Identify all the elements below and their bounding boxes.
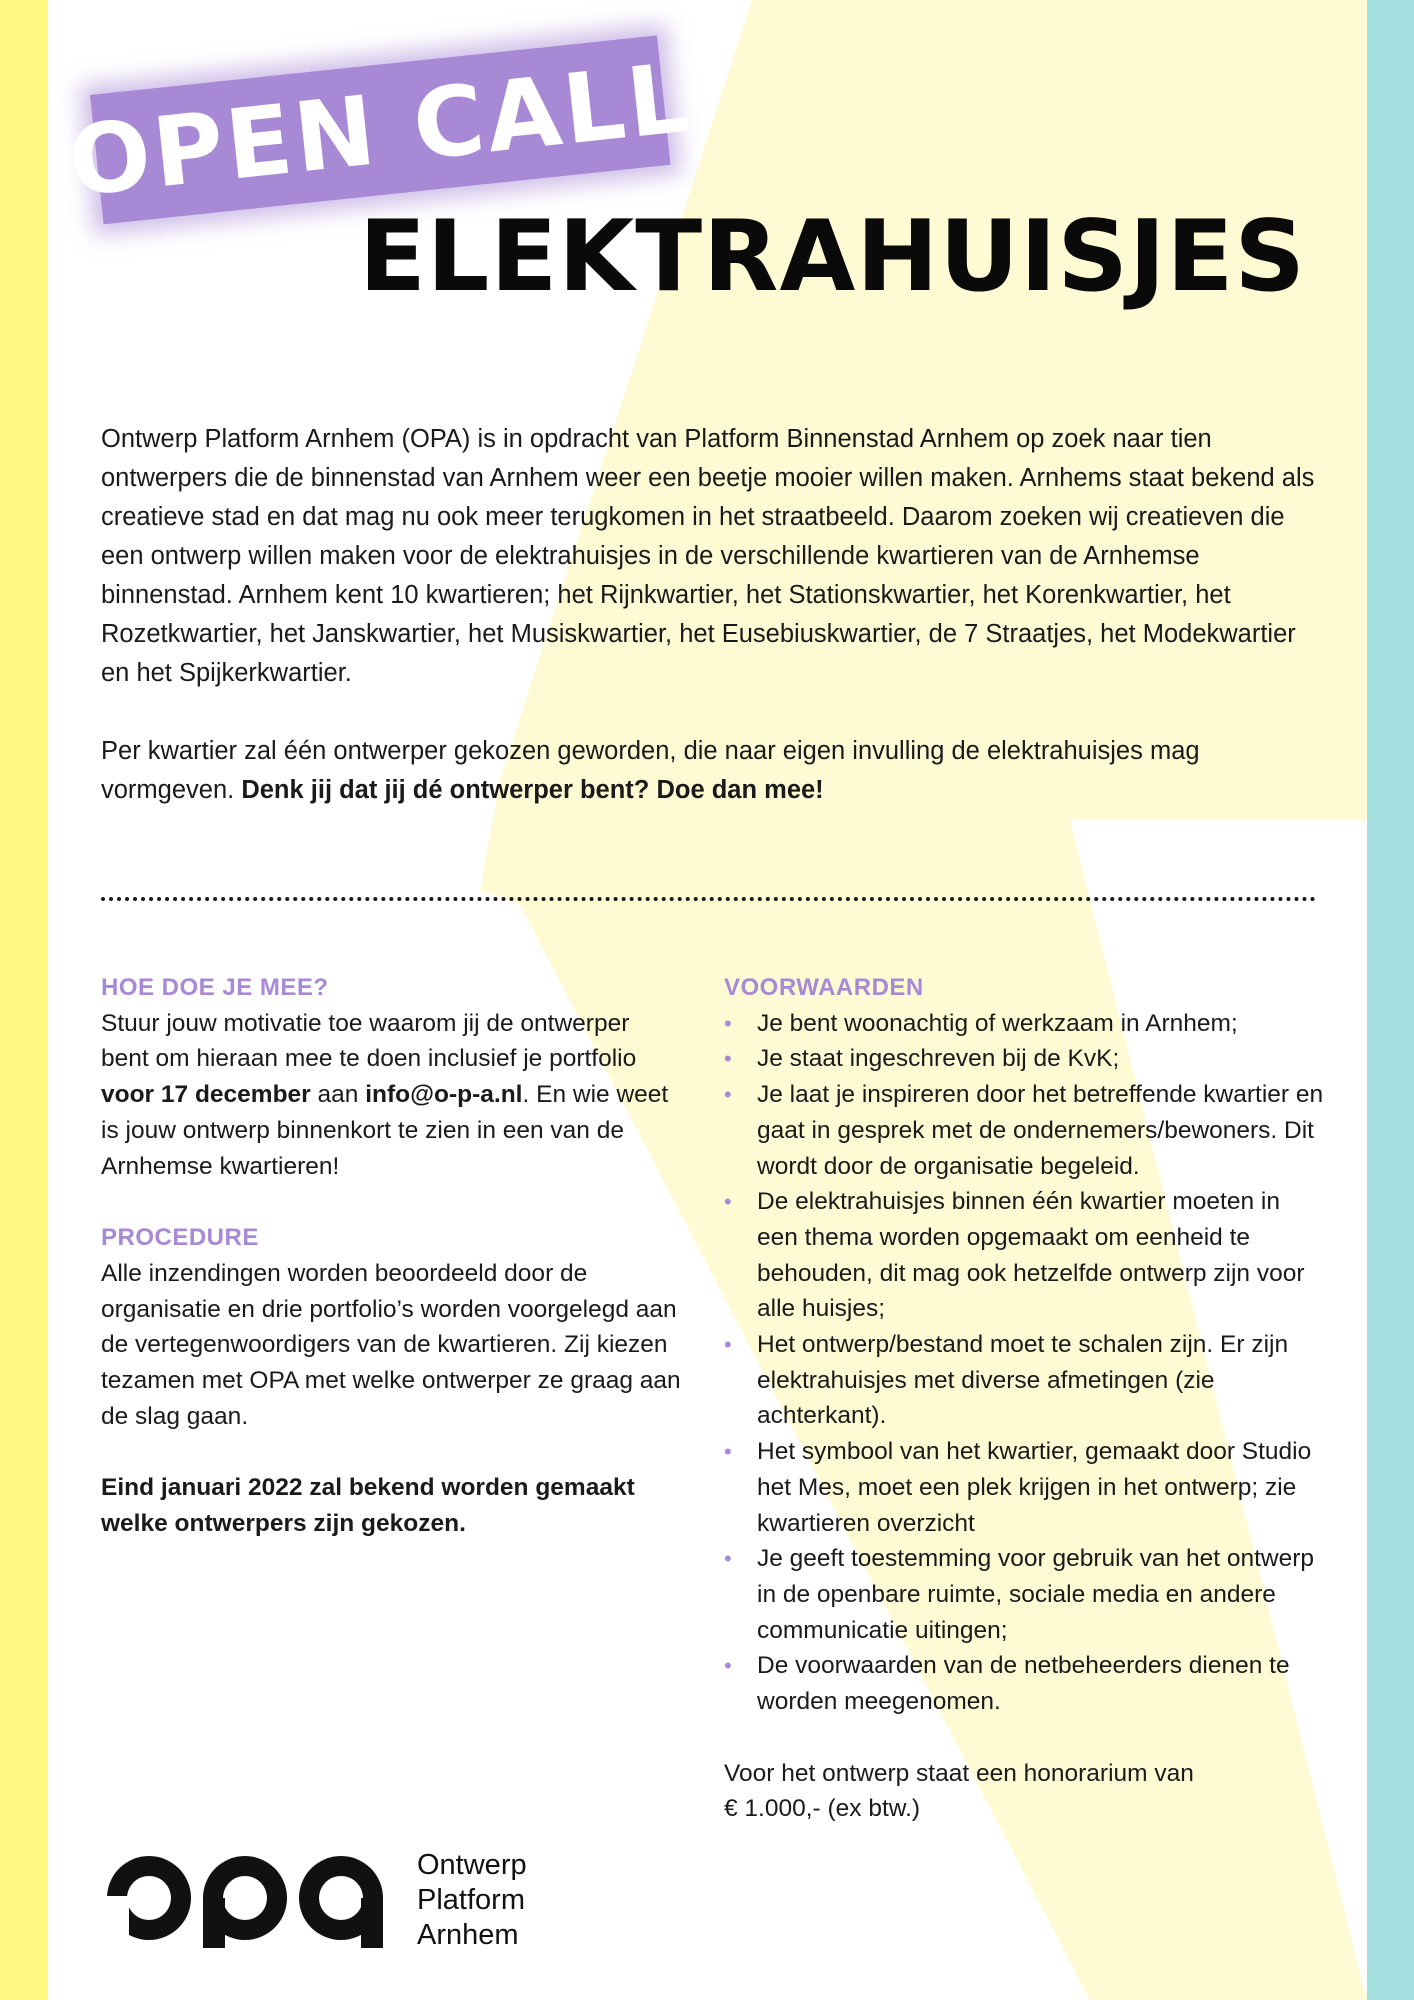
fee-line-1: Voor het ontwerp staat een honorarium van: [724, 1759, 1194, 1787]
procedure-heading: PROCEDURE: [101, 1224, 259, 1252]
procedure-text: Alle inzendingen worden beoordeeld door de organisatie en drie portfolio’s worden voorgelegd aan de vertegenwoordigers van de kwartieren. Zij kiezen tezamen met OPA met welke ontwerper ze graag aan de slag gaan.: [101, 1259, 681, 1430]
announcement-text: [101, 1470, 681, 1541]
logo-line-3: Arnhem: [417, 1919, 519, 1951]
how-text-2: aan: [317, 1081, 359, 1109]
list-item: • Je geeft toestemming voor gebruik van het ontwerp in de openbare ruimte, sociale media en andere communicatie uitingen;: [724, 1541, 1324, 1648]
how-heading: HOE DOE JE MEE?: [101, 974, 329, 1001]
intro-section: [101, 420, 1331, 849]
intro-paragraph-2: Per kwartier zal één ontwerper gekozen geworden, die naar eigen invulling de elektrahuisjes mag vormgeven.: [101, 737, 1200, 804]
logo-line-1: Ontwerp: [417, 1849, 527, 1881]
list-item: • De voorwaarden van de netbeheerders dienen te worden meegenomen.: [724, 1648, 1324, 1719]
logo-line-2: Platform: [417, 1884, 525, 1916]
right-column: [724, 970, 1324, 1827]
intro-paragraph: Ontwerp Platform Arnhem (OPA) is in opdracht van Platform Binnenstad Arnhem op zoek naar tien ontwerpers die de binnenstad van Arnhem weer een beetje mooier willen maken. Arnhems staat bekend als creatieve stad en dat mag nu ook meer terugkomen in het straatbeeld. Daarom zoeken wij creatieven die een ontwerp willen maken voor de elektrahuisjes in de verschillende kwartieren van de Arnhemse binnenstad. Arnhem kent 10 kwartieren; het Rijnkwartier, het Stationskwartier, het Korenkwartier, het Rozetkwartier, het Janskwartier, het Musiskwartier, het Eusebiuskwartier, de 7 Straatjes, het Modekwartier en het Spijkerkwartier.: [101, 425, 1315, 687]
page-title: ELEKTRAHUISJES: [358, 200, 1306, 314]
list-item: • Je laat je inspireren door het betreffende kwartier en gaat in gesprek met de ondernemers/bewoners. Dit wordt door de organisatie begeleid.: [724, 1077, 1324, 1184]
list-item: • De elektrahuisjes binnen één kwartier moeten in een thema worden opgemaakt om eenheid te behouden, dit mag ook hetzelfde ontwerp zijn voor alle huisjes;: [724, 1184, 1324, 1327]
how-text: [101, 1006, 681, 1185]
intro-call-to-action: [101, 732, 1331, 810]
how-text-1: Stuur jouw motivatie toe waarom jij de ontwerper bent om hieraan mee te doen inclusief je portfolio: [101, 1009, 637, 1073]
list-item: • Je bent woonachtig of werkzaam in Arnhem;: [724, 1006, 1324, 1042]
fee-line-2: € 1.000,- (ex btw.): [724, 1795, 921, 1823]
email-address: info@o-p-a.nl: [365, 1081, 523, 1109]
logo-wordmark: [417, 1848, 527, 1953]
conditions-list: [724, 1006, 1324, 1720]
left-column: [101, 970, 681, 1542]
open-call-label: OPEN CALL: [63, 41, 698, 219]
list-item: • Het symbool van het kwartier, gemaakt door Studio het Mes, moet een plek krijgen in het ontwerp; zie kwartieren overzicht: [724, 1434, 1324, 1541]
how-text-3: . En wie weet is jouw ontwerp binnenkort te zien in een van de Arnhemse kwartieren!: [101, 1081, 669, 1180]
opa-logo-icon: [101, 1848, 391, 1948]
conditions-heading: VOORWAARDEN: [724, 974, 924, 1001]
dotted-divider: [101, 897, 1316, 901]
announcement-bold: Eind januari 2022 zal bekend worden gemaakt welke ontwerpers zijn gekozen.: [101, 1474, 635, 1538]
deadline: voor 17 december: [101, 1081, 311, 1109]
intro-bold-cta: Denk jij dat jij dé ontwerper bent? Doe dan mee!: [241, 776, 824, 804]
list-item: • Het ontwerp/bestand moet te schalen zijn. Er zijn elektrahuisjes met diverse afmetingen (zie achterkant).: [724, 1327, 1324, 1434]
list-item: • Je staat ingeschreven bij de KvK;: [724, 1041, 1324, 1077]
